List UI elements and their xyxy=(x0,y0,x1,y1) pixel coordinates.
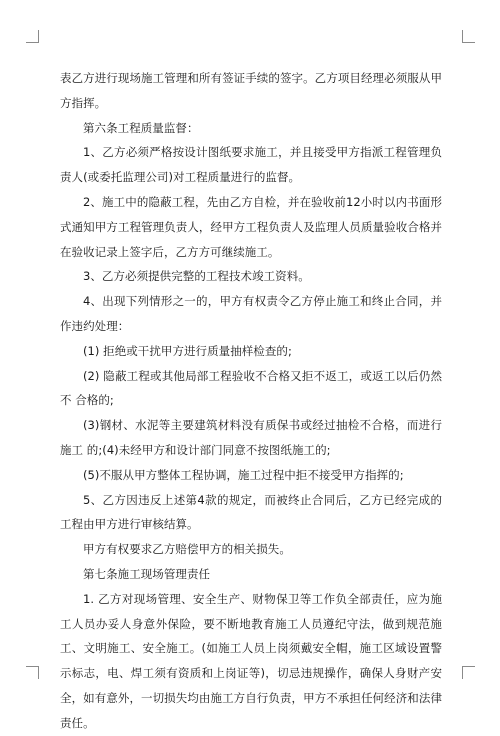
section-heading-quality-supervision: 第六条工程质量监督： xyxy=(83,120,199,135)
paragraph-clause-2: 2、施工中的隐蔽工程，先由乙方自检，并在验收前12小时以内书面形式通知甲方工程管理负责人，经甲方工程负责人及监理人员质量验收合格并在验收记录上签字后，乙方方可继续施工。 xyxy=(60,194,442,259)
list-item-5: (5)不服从甲方整体工程协调，施工过程中拒不接受甲方指挥的; xyxy=(83,467,404,482)
paragraph-compensation: 甲方有权要求乙方赔偿甲方的相关损失。 xyxy=(83,542,291,557)
paragraph-continuation: 表乙方进行现场施工管理和所有签证手续的签字。乙方项目经理必须服从甲方指挥。 xyxy=(60,71,442,110)
crop-mark-bottom-left xyxy=(26,666,39,679)
document-body xyxy=(60,66,442,736)
paragraph-clause-5: 5、乙方因违反上述第4款的规定，而被终止合同后，乙方已经完成的工程由甲方进行审核结算。 xyxy=(60,492,442,532)
list-item-2: (2) 隐蔽工程或其他局部工程验收不合格又拒不返工，或返工以后仍然不 合格的; xyxy=(60,368,442,408)
paragraph-clause-4: 4、出现下列情形之一的，甲方有权责令乙方停止施工和终止合同，并作违约处理： xyxy=(60,294,442,333)
paragraph-clause-3: 3、乙方必须提供完整的工程技术竣工资料。 xyxy=(83,269,310,284)
list-item-1: (1) 拒绝或干扰甲方进行质量抽样检查的; xyxy=(83,343,292,358)
crop-mark-top-left xyxy=(26,30,39,43)
paragraph-site-responsibility: 1. 乙方对现场管理、安全生产、财物保卫等工作负全部责任，应为施工人员办妥人身意外保险，要不断地教育施工人员遵纪守法，做到规范施工、文明施工、安全施工。(如施工人员上岗须戴安全帽，施工区域设置警示标志，电、焊工须有资质和上岗证等)，切忌违规操作，确保人身财产安全，如有意外，一切损失均由施工方自行负责，甲方不承担任何经济和法律责任。 xyxy=(60,591,442,730)
section-heading-site-management: 第七条施工现场管理责任 xyxy=(83,566,211,581)
paragraph-clause-1: 1、乙方必须严格按设计图纸要求施工，并且接受甲方指派工程管理负责人(或委托监理公司)对工程质量进行的监督。 xyxy=(60,145,442,185)
list-item-3-4: (3)钢材、水泥等主要建筑材料没有质保书或经过抽检不合格，而进行施工 的;(4)未经甲方和设计部门同意不按图纸施工的; xyxy=(60,418,442,457)
crop-mark-top-right xyxy=(462,30,475,43)
crop-mark-bottom-right xyxy=(462,666,475,679)
